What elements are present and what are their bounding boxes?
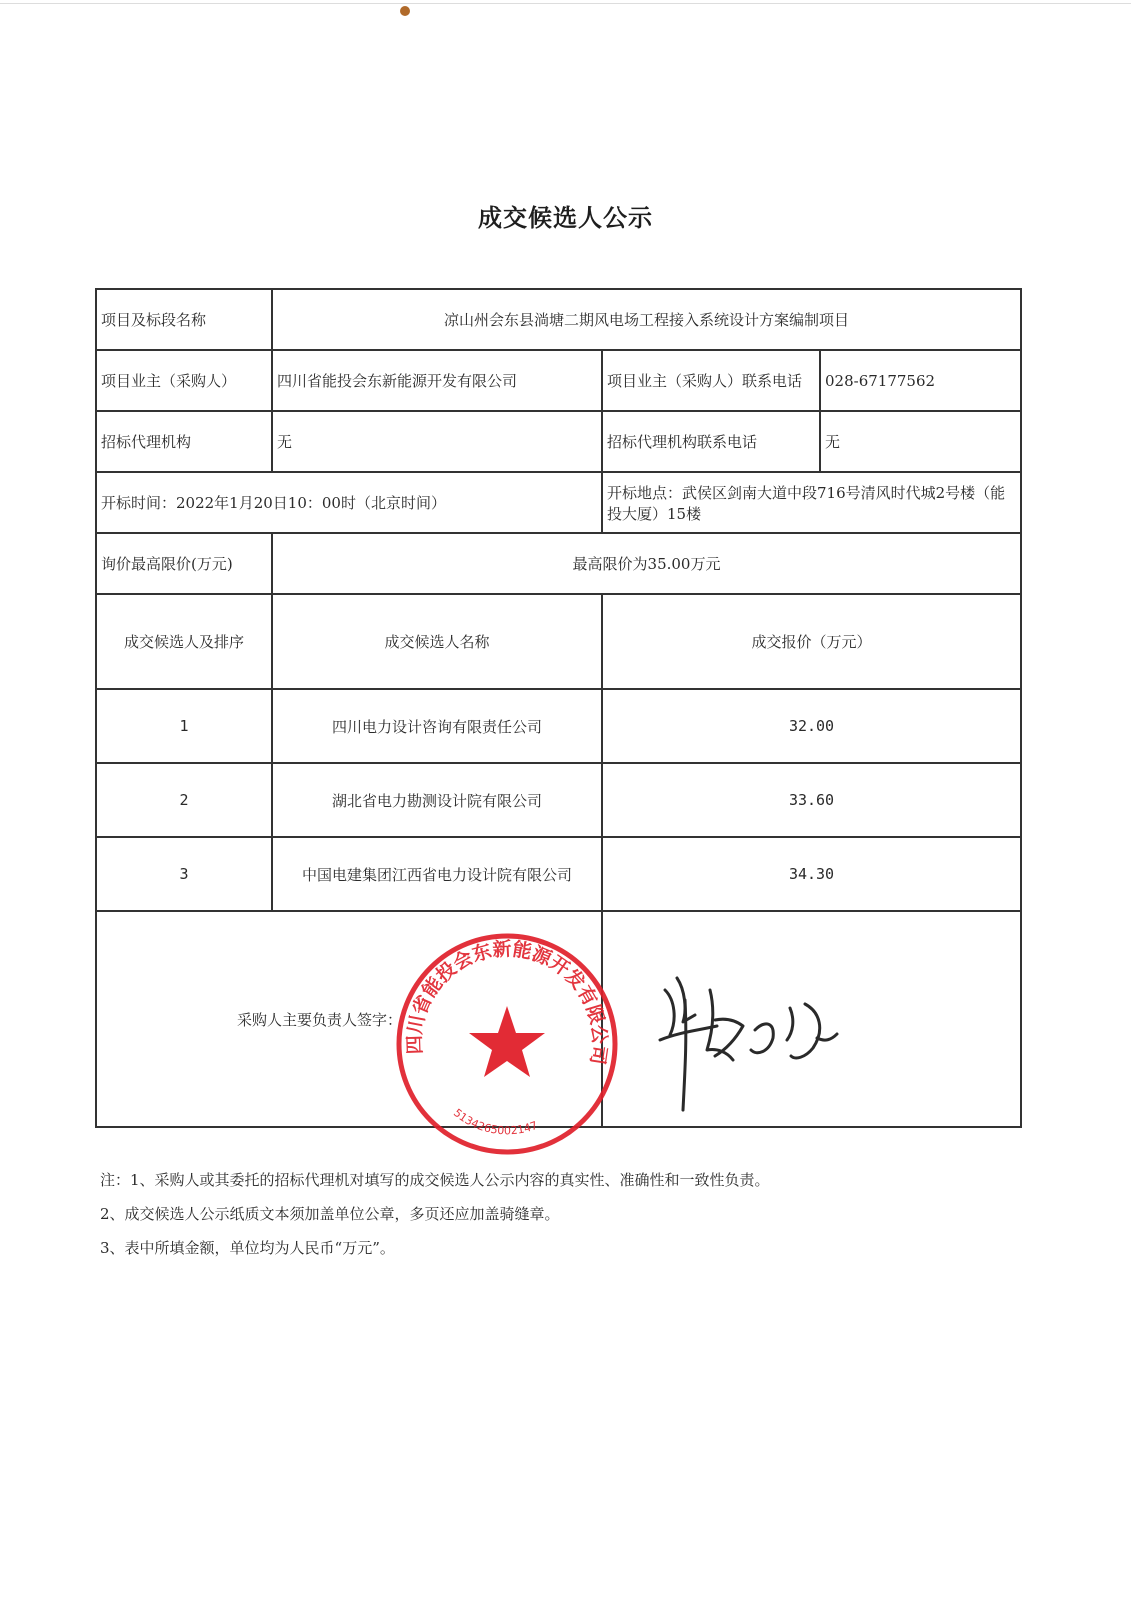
signature-label: 采购人主要负责人签字： — [96, 911, 602, 1127]
seal-text: 四川省能投会东新能源开发有限公司 — [403, 938, 611, 1067]
table-row — [96, 689, 1021, 763]
max-price-label: 询价最高限价(万元) — [96, 533, 272, 594]
company-seal-stamp — [393, 930, 621, 1158]
candidate-name: 四川电力设计咨询有限责任公司 — [272, 689, 602, 763]
notes-section — [100, 1163, 1040, 1265]
scan-edge-line — [0, 3, 1131, 4]
svg-text:5134265002147 — [451, 1106, 539, 1137]
candidate-price: 33.60 — [602, 763, 1021, 837]
candidate-price: 34.30 — [602, 837, 1021, 911]
opening-place: 开标地点：武侯区剑南大道中段716号清风时代城2号楼（能投大厦）15楼 — [602, 472, 1021, 533]
table-row — [96, 837, 1021, 911]
header-name: 成交候选人名称 — [272, 594, 602, 689]
candidate-rank: 1 — [96, 689, 272, 763]
project-name-row — [96, 289, 1021, 350]
table-row — [96, 763, 1021, 837]
agency-phone-label: 招标代理机构联系电话 — [602, 411, 820, 472]
candidate-rank: 2 — [96, 763, 272, 837]
owner-row — [96, 350, 1021, 411]
opening-row — [96, 472, 1021, 533]
owner-label: 项目业主（采购人） — [96, 350, 272, 411]
note-item: 3、表中所填金额，单位均为人民币“万元”。 — [100, 1239, 395, 1257]
header-price: 成交报价（万元） — [602, 594, 1021, 689]
star-icon — [469, 1006, 545, 1077]
max-price-value: 最高限价为35.00万元 — [272, 533, 1021, 594]
note-item: 2、成交候选人公示纸质文本须加盖单位公章，多页还应加盖骑缝章。 — [100, 1205, 560, 1223]
agency-phone-value: 无 — [820, 411, 1021, 472]
candidate-name: 中国电建集团江西省电力设计院有限公司 — [272, 837, 602, 911]
candidate-rank: 3 — [96, 837, 272, 911]
agency-label: 招标代理机构 — [96, 411, 272, 472]
page-title: 成交候选人公示 — [478, 204, 653, 232]
candidate-header-row — [96, 594, 1021, 689]
note-item: 注：1、采购人或其委托的招标代理机对填写的成交候选人公示内容的真实性、准确性和一致性负责。 — [100, 1171, 770, 1189]
owner-phone-value: 028-67177562 — [820, 350, 1021, 411]
binding-hole — [400, 6, 410, 16]
header-rank: 成交候选人及排序 — [96, 594, 272, 689]
project-name-value: 凉山州会东县淌塘二期风电场工程接入系统设计方案编制项目 — [272, 289, 1021, 350]
candidate-price: 32.00 — [602, 689, 1021, 763]
owner-value: 四川省能投会东新能源开发有限公司 — [272, 350, 602, 411]
opening-time: 开标时间：2022年1月20日10：00时（北京时间） — [96, 472, 602, 533]
agency-row — [96, 411, 1021, 472]
seal-number: 5134265002147 — [450, 1106, 540, 1138]
candidate-name: 湖北省电力勘测设计院有限公司 — [272, 763, 602, 837]
agency-value: 无 — [272, 411, 602, 472]
project-name-label: 项目及标段名称 — [96, 289, 272, 350]
handwritten-signature — [655, 960, 855, 1120]
max-price-row — [96, 533, 1021, 594]
owner-phone-label: 项目业主（采购人）联系电话 — [602, 350, 820, 411]
